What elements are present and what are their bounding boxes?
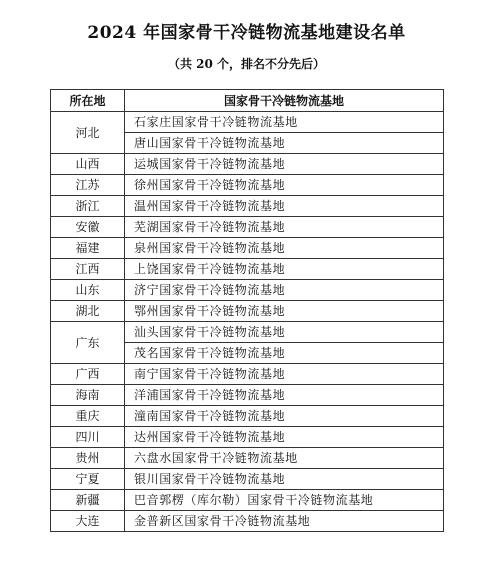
table-row bbox=[51, 511, 444, 532]
base-name-cell: 巴音郭楞（库尔勒）国家骨干冷链物流基地 bbox=[125, 490, 444, 511]
page-subtitle: （共 20 个，排名不分先后） bbox=[167, 57, 326, 71]
table-row bbox=[51, 385, 444, 406]
table-row bbox=[51, 490, 444, 511]
header-base: 国家骨干冷链物流基地 bbox=[125, 90, 444, 112]
province-cell: 浙江 bbox=[51, 196, 125, 217]
province-cell: 重庆 bbox=[51, 406, 125, 427]
table-row bbox=[51, 112, 444, 133]
base-name-cell: 潼南国家骨干冷链物流基地 bbox=[125, 406, 444, 427]
province-cell: 大连 bbox=[51, 511, 125, 532]
table-row bbox=[51, 280, 444, 301]
province-cell: 江西 bbox=[51, 259, 125, 280]
base-name-cell: 金普新区国家骨干冷链物流基地 bbox=[125, 511, 444, 532]
base-name-cell: 济宁国家骨干冷链物流基地 bbox=[125, 280, 444, 301]
base-name-cell: 南宁国家骨干冷链物流基地 bbox=[125, 364, 444, 385]
province-cell: 安徽 bbox=[51, 217, 125, 238]
province-cell: 湖北 bbox=[51, 301, 125, 322]
table-row bbox=[51, 427, 444, 448]
province-cell: 广西 bbox=[51, 364, 125, 385]
table-row bbox=[51, 217, 444, 238]
province-cell: 四川 bbox=[51, 427, 125, 448]
page-title: 2024 年国家骨干冷链物流基地建设名单 bbox=[87, 23, 406, 43]
table-row bbox=[51, 175, 444, 196]
base-name-cell: 鄂州国家骨干冷链物流基地 bbox=[125, 301, 444, 322]
base-name-cell: 洋浦国家骨干冷链物流基地 bbox=[125, 385, 444, 406]
province-cell: 山西 bbox=[51, 154, 125, 175]
base-name-cell: 泉州国家骨干冷链物流基地 bbox=[125, 238, 444, 259]
header-row bbox=[51, 90, 444, 112]
table-row bbox=[51, 238, 444, 259]
base-name-cell: 徐州国家骨干冷链物流基地 bbox=[125, 175, 444, 196]
base-name-cell: 达州国家骨干冷链物流基地 bbox=[125, 427, 444, 448]
table-row bbox=[51, 322, 444, 343]
base-name-cell: 芜湖国家骨干冷链物流基地 bbox=[125, 217, 444, 238]
base-name-cell: 运城国家骨干冷链物流基地 bbox=[125, 154, 444, 175]
base-name-cell: 上饶国家骨干冷链物流基地 bbox=[125, 259, 444, 280]
province-cell: 宁夏 bbox=[51, 469, 125, 490]
table-row bbox=[51, 448, 444, 469]
province-cell: 河北 bbox=[51, 112, 125, 154]
header-province: 所在地 bbox=[51, 90, 125, 112]
base-name-cell: 唐山国家骨干冷链物流基地 bbox=[125, 133, 444, 154]
province-cell: 新疆 bbox=[51, 490, 125, 511]
table-row bbox=[51, 406, 444, 427]
base-name-cell: 温州国家骨干冷链物流基地 bbox=[125, 196, 444, 217]
table-row bbox=[51, 154, 444, 175]
table-row bbox=[51, 469, 444, 490]
table-row bbox=[51, 259, 444, 280]
table-body bbox=[51, 112, 444, 532]
province-cell: 福建 bbox=[51, 238, 125, 259]
base-name-cell: 茂名国家骨干冷链物流基地 bbox=[125, 343, 444, 364]
base-list-table bbox=[50, 89, 444, 532]
table-row bbox=[51, 196, 444, 217]
table-header bbox=[51, 90, 444, 112]
base-name-cell: 银川国家骨干冷链物流基地 bbox=[125, 469, 444, 490]
province-cell: 江苏 bbox=[51, 175, 125, 196]
province-cell: 贵州 bbox=[51, 448, 125, 469]
province-cell: 广东 bbox=[51, 322, 125, 364]
table-row bbox=[51, 301, 444, 322]
base-name-cell: 六盘水国家骨干冷链物流基地 bbox=[125, 448, 444, 469]
base-name-cell: 汕头国家骨干冷链物流基地 bbox=[125, 322, 444, 343]
province-cell: 山东 bbox=[51, 280, 125, 301]
table-row bbox=[51, 364, 444, 385]
province-cell: 海南 bbox=[51, 385, 125, 406]
base-name-cell: 石家庄国家骨干冷链物流基地 bbox=[125, 112, 444, 133]
